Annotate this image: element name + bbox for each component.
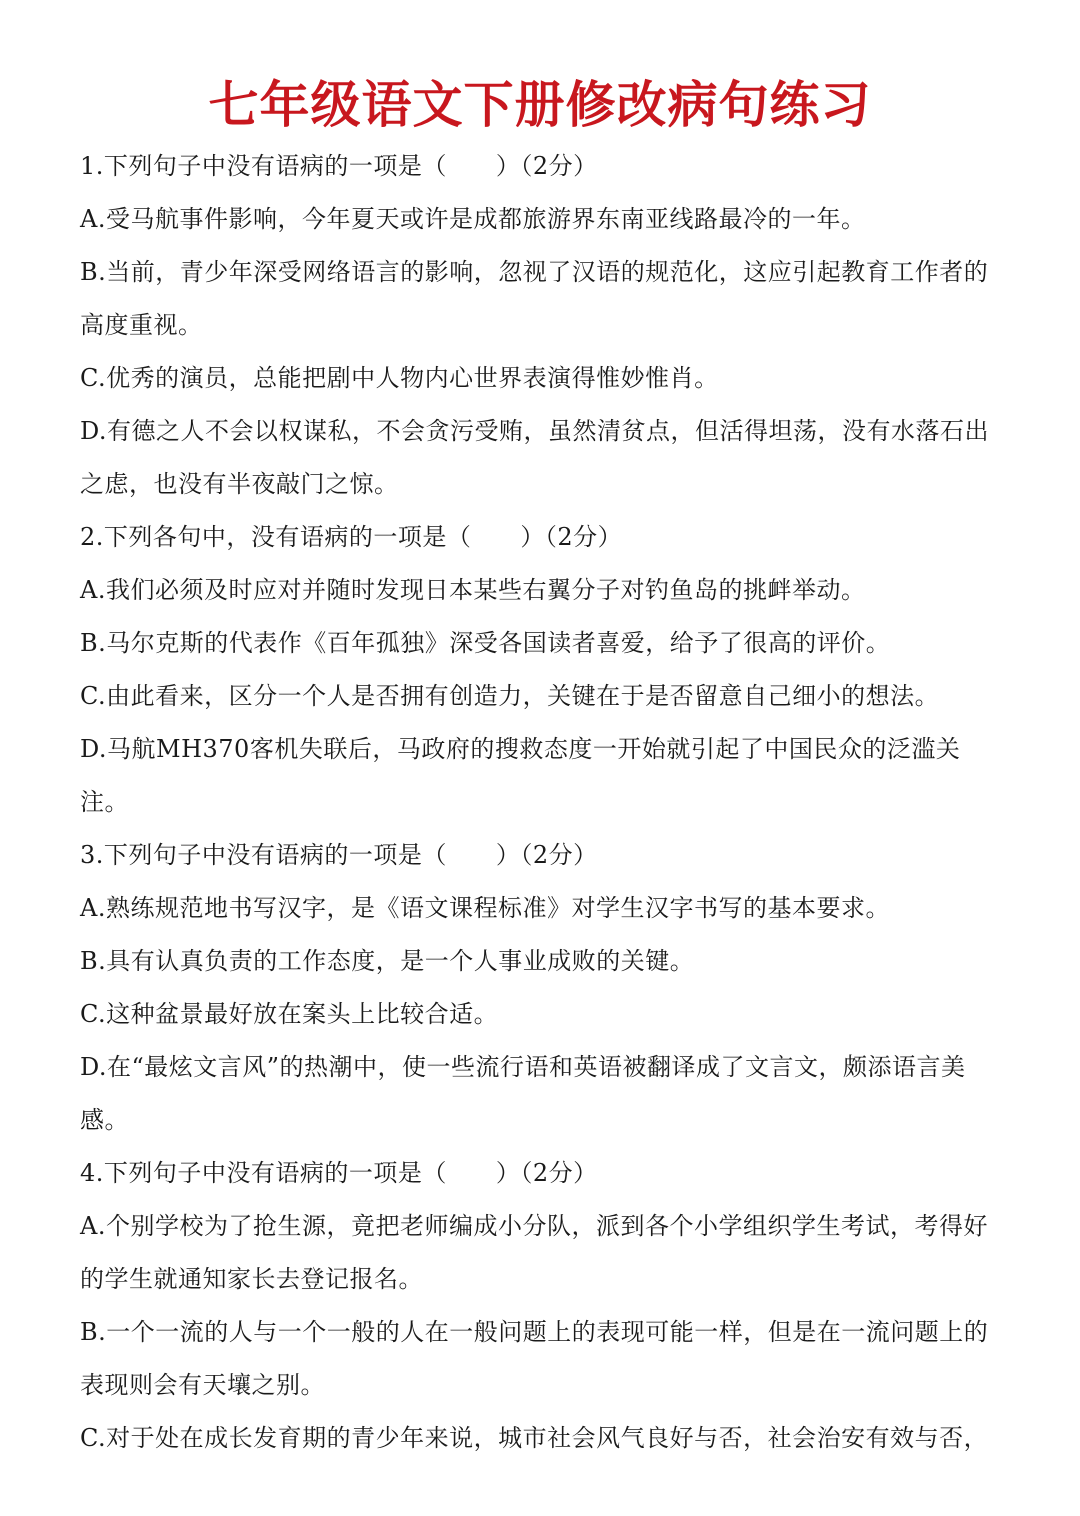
question-2	[80, 511, 1000, 829]
option-b: B.马尔克斯的代表作《百年孤独》深受各国读者喜爱，给予了很高的评价。	[80, 629, 891, 657]
option-d: D.在“最炫文言风”的热潮中，使一些流行语和英语被翻译成了文言文，颇添语言美感。	[80, 1053, 966, 1134]
question-stem: 1.下列句子中没有语病的一项是（ ）（2分）	[80, 152, 598, 180]
option-b: B.一个一流的人与一个一般的人在一般问题上的表现可能一样，但是在一流问题上的表现则会有天壤之别。	[80, 1318, 989, 1399]
question-4	[80, 1147, 1000, 1465]
question-stem: 4.下列句子中没有语病的一项是（ ）（2分）	[80, 1159, 598, 1187]
question-stem: 3.下列句子中没有语病的一项是（ ）（2分）	[80, 841, 598, 869]
option-a: A.我们必须及时应对并随时发现日本某些右翼分子对钓鱼岛的挑衅举动。	[80, 576, 866, 604]
option-c: C.由此看来，区分一个人是否拥有创造力，关键在于是否留意自己细小的想法。	[80, 682, 940, 710]
document-title: 七年级语文下册修改病句练习	[208, 76, 872, 134]
option-d: D.有德之人不会以权谋私，不会贪污受贿，虽然清贫点，但活得坦荡，没有水落石出之虑，也没有半夜敲门之惊。	[80, 417, 990, 498]
question-1	[80, 140, 1000, 511]
option-d: D.马航MH370客机失联后，马政府的搜救态度一开始就引起了中国民众的泛滥关注。	[80, 735, 961, 816]
option-c: C.这种盆景最好放在案头上比较合适。	[80, 1000, 499, 1028]
option-a: A.个别学校为了抢生源，竟把老师编成小分队，派到各个小学组织学生考试，考得好的学生就通知家长去登记报名。	[80, 1212, 988, 1293]
question-stem: 2.下列各句中，没有语病的一项是（ ）（2分）	[80, 523, 623, 551]
option-c: C.优秀的演员，总能把剧中人物内心世界表演得惟妙惟肖。	[80, 364, 719, 392]
option-b: B.当前，青少年深受网络语言的影响，忽视了汉语的规范化，这应引起教育工作者的高度重视。	[80, 258, 989, 339]
option-a: A.受马航事件影响，今年夏天或许是成都旅游界东南亚线路最冷的一年。	[80, 205, 866, 233]
question-list	[80, 140, 1000, 1465]
option-c: C.对于处在成长发育期的青少年来说，城市社会风气良好与否，社会治安有效与否，	[80, 1424, 989, 1452]
question-3	[80, 829, 1000, 1147]
option-b: B.具有认真负责的工作态度，是一个人事业成败的关键。	[80, 947, 695, 975]
option-a: A.熟练规范地书写汉字，是《语文课程标准》对学生汉字书写的基本要求。	[80, 894, 890, 922]
